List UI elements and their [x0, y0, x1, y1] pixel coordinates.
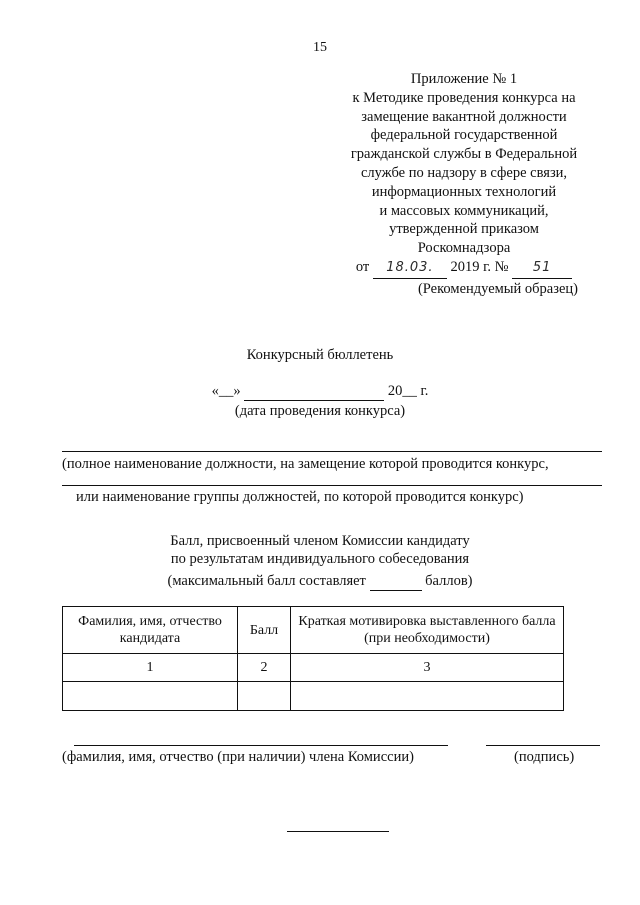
max-score-suffix: баллов) [425, 573, 473, 589]
signature-line [486, 745, 600, 746]
date-month-line [244, 383, 384, 401]
appendix-line: Роскомнадзора [417, 240, 511, 257]
table-cell [291, 682, 564, 711]
col-number-1: 1 [63, 654, 238, 682]
page-number: 15 [313, 40, 327, 55]
footer-line [287, 831, 389, 832]
appendix-line: информационных технологий [371, 183, 557, 200]
max-score-line [0, 573, 640, 591]
order-date-handwritten: 18.03. [373, 259, 447, 279]
table-header-row [63, 607, 564, 654]
max-score-prefix: (максимальный балл составляет [167, 573, 366, 589]
order-reference [324, 258, 604, 278]
header-motivation: Краткая мотивировка выставленного балла (при необходимости) [291, 607, 564, 654]
position-caption-1: (полное наименование должности, на замещение которой проводится конкурс, [62, 456, 549, 472]
appendix-line: замещение вакантной должности [361, 108, 567, 125]
appendix-line: гражданской службы в Федеральной [350, 146, 578, 163]
name-caption: (фамилия, имя, отчество (при наличии) члена Комиссии) [62, 749, 414, 765]
appendix-line: к Методике проведения конкурса на [352, 89, 576, 106]
header-score: Балл [238, 607, 291, 654]
score-heading-1: Балл, присвоенный членом Комиссии кандидату [170, 533, 470, 549]
header-candidate: Фамилия, имя, отчество кандидата [63, 607, 238, 654]
order-prefix: от [355, 258, 370, 275]
date-caption: (дата проведения конкурса) [234, 403, 406, 419]
position-caption-2: или наименование группы должностей, по которой проводится конкурс) [76, 489, 524, 505]
appendix-line: утвержденной приказом [389, 221, 539, 238]
candidates-table [62, 606, 564, 711]
ballot-title: Конкурсный бюллетень [246, 347, 394, 363]
signature-caption: (подпись) [514, 749, 575, 765]
table-cell [238, 682, 291, 711]
max-score-blank [370, 573, 422, 591]
appendix-line: и массовых коммуникаций, [379, 202, 549, 219]
date-field [0, 383, 640, 401]
order-year: 2019 г. № [450, 258, 509, 275]
position-line-1 [62, 451, 602, 452]
appendix-line: службе по надзору в сфере связи, [360, 164, 568, 181]
appendix-line: федеральной государственной [370, 127, 558, 144]
date-year-field: 20__ г. [387, 383, 429, 399]
date-day-field: «__» [211, 383, 241, 399]
table-cell [63, 682, 238, 711]
sample-note: (Рекомендуемый образец) [417, 281, 578, 297]
col-number-2: 2 [238, 654, 291, 682]
order-number-handwritten: 51 [512, 259, 572, 279]
appendix-block [324, 70, 604, 278]
position-line-2 [62, 485, 602, 486]
col-number-3: 3 [291, 654, 564, 682]
appendix-line: Приложение № 1 [410, 71, 518, 87]
score-heading-2: по результатам индивидуального собеседования [170, 551, 470, 567]
name-signature-line [74, 745, 448, 746]
table-row [63, 654, 564, 682]
table-row [63, 682, 564, 711]
